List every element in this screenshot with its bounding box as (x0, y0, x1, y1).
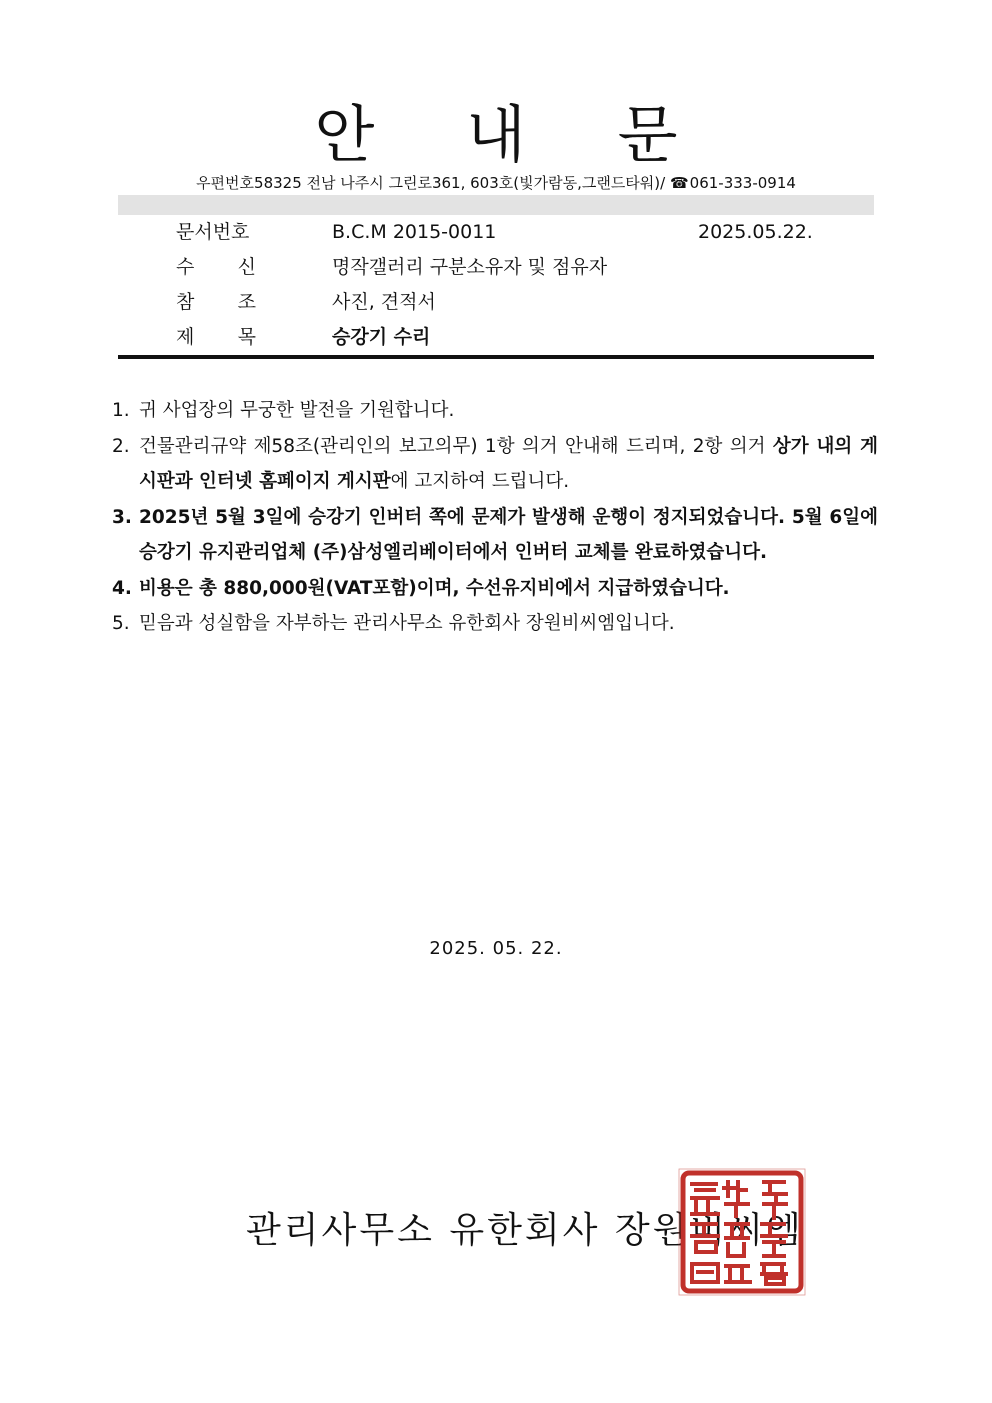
recipient-label (176, 250, 256, 284)
item-text: 2025년 5월 3일에 승강기 인버터 쪽에 문제가 발생해 운행이 정지되었습니다. 5월 6일에 승강기 유지관리업체 (주)삼성엘리베이터에서 인버터 교체를 완료하였습니다. (139, 506, 878, 563)
item-text: 에 고지하여 드립니다. (390, 471, 570, 492)
meta-row-reference (118, 285, 874, 319)
doc-date-value: 2025.05.22. (698, 221, 813, 243)
item-text: 귀 사업장의 무궁한 발전을 기원합니다. (139, 400, 455, 421)
header-rule (118, 355, 874, 359)
item-number: 5. (112, 613, 130, 634)
meta-row-doc-number (118, 215, 874, 249)
phone-number: 061-333-0914 (689, 174, 796, 192)
doc-number-label: 문서번호 (176, 221, 250, 243)
list-item (112, 500, 878, 571)
subject-value: 승강기 수리 (332, 326, 431, 348)
doc-number-value: B.C.M 2015-0011 (332, 221, 497, 243)
notice-body (112, 393, 878, 642)
telephone-icon: ☎ (669, 174, 689, 192)
item-number: 1. (112, 400, 130, 421)
list-item (112, 571, 878, 607)
reference-label-1: 참 (176, 291, 195, 313)
company-seal (678, 1168, 806, 1296)
list-item (112, 606, 878, 642)
item-number: 4. (112, 577, 132, 599)
reference-value: 사진, 견적서 (332, 291, 436, 313)
recipient-label-2: 신 (237, 256, 256, 278)
subject-label-1: 제 (176, 326, 195, 348)
item-text: 믿음과 성실함을 자부하는 관리사무소 유한회사 장원비씨엠입니다. (139, 613, 675, 634)
meta-row-subject (118, 320, 874, 354)
address-line (0, 172, 992, 194)
item-text: 건물관리규약 제58조(관리인의 보고의무) 1항 의거 안내해 드리며, 2항 의거 (139, 435, 773, 457)
address-text: 우편번호58325 전남 나주시 그린로361, 603호(빛가람동,그랜드타워)/ (196, 174, 666, 192)
reference-label-2: 조 (237, 291, 256, 313)
footer-date: 2025. 05. 22. (429, 938, 563, 959)
subject-label (176, 320, 256, 354)
list-item (112, 429, 878, 500)
item-text-emphasis: 상가 내의 게시판과 인터넷 홈페이지 게시판 (139, 435, 878, 492)
header-band (118, 195, 874, 215)
subject-label-2: 목 (237, 326, 256, 348)
item-text: 비용은 총 880,000원(VAT포함)이며, 수선유지비에서 지급하였습니다. (139, 577, 730, 599)
meta-row-recipient (118, 250, 874, 284)
list-item (112, 393, 878, 429)
recipient-label-1: 수 (176, 256, 195, 278)
item-number: 2. (112, 435, 130, 457)
signature-text: 관리사무소 유한회사 장원비씨엠 (246, 1210, 804, 1251)
reference-label (176, 285, 256, 319)
item-number: 3. (112, 506, 132, 528)
recipient-value: 명작갤러리 구분소유자 및 점유자 (332, 256, 608, 278)
document-title: 안 내 문 (314, 98, 714, 171)
